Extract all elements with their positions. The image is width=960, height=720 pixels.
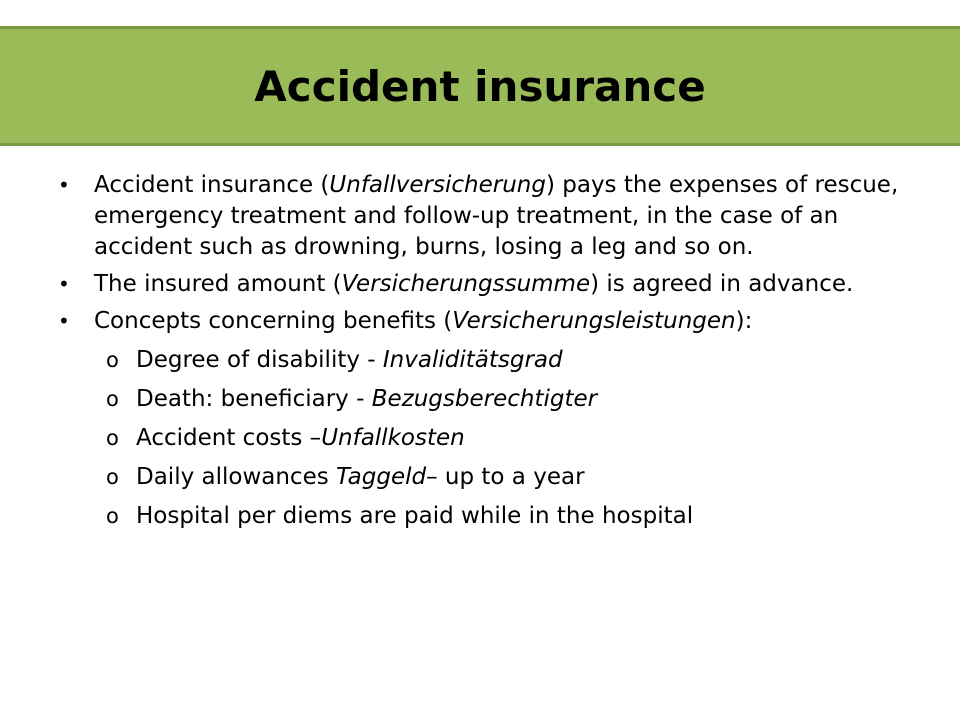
sub-bullet-text: Daily allowances Taggeld– up to a year bbox=[136, 464, 585, 490]
bullet-marker: • bbox=[58, 173, 70, 197]
sub-bullet-item bbox=[58, 384, 908, 415]
bullet-marker: • bbox=[58, 272, 70, 296]
sub-bullet-text: Hospital per diems are paid while in the hospital bbox=[136, 503, 694, 529]
sub-bullet-text: Death: beneficiary - Bezugsberechtigter bbox=[136, 386, 598, 412]
bullet-text: Accident insurance (Unfallversicherung) pays the expenses of rescue, emergency treatment and follow-up treatment, in the case of an accident such as drowning, burns, losing a leg and so on. bbox=[94, 172, 899, 260]
bullet-item bbox=[58, 269, 908, 300]
sub-bullet-marker: o bbox=[106, 465, 119, 489]
slide-content bbox=[58, 170, 908, 540]
sub-bullet-item bbox=[58, 345, 908, 376]
sub-bullet-marker: o bbox=[106, 387, 119, 411]
bullet-text: Concepts concerning benefits (Versicherungsleistungen): bbox=[94, 308, 753, 334]
bullet-text: The insured amount (Versicherungssumme) is agreed in advance. bbox=[94, 271, 854, 297]
sub-bullet-item bbox=[58, 501, 908, 532]
sub-bullet-text: Accident costs –Unfallkosten bbox=[136, 425, 465, 451]
sub-bullet-text: Degree of disability - Invaliditätsgrad bbox=[136, 347, 563, 373]
sub-bullet-marker: o bbox=[106, 504, 119, 528]
bullet-item bbox=[58, 306, 908, 337]
sub-bullet-marker: o bbox=[106, 426, 119, 450]
bullet-item bbox=[58, 170, 908, 263]
sub-bullet-marker: o bbox=[106, 348, 119, 372]
bullet-marker: • bbox=[58, 309, 70, 333]
sub-bullet-item bbox=[58, 462, 908, 493]
sub-bullet-item bbox=[58, 423, 908, 454]
title-band bbox=[0, 26, 960, 146]
slide-title: Accident insurance bbox=[254, 61, 706, 111]
